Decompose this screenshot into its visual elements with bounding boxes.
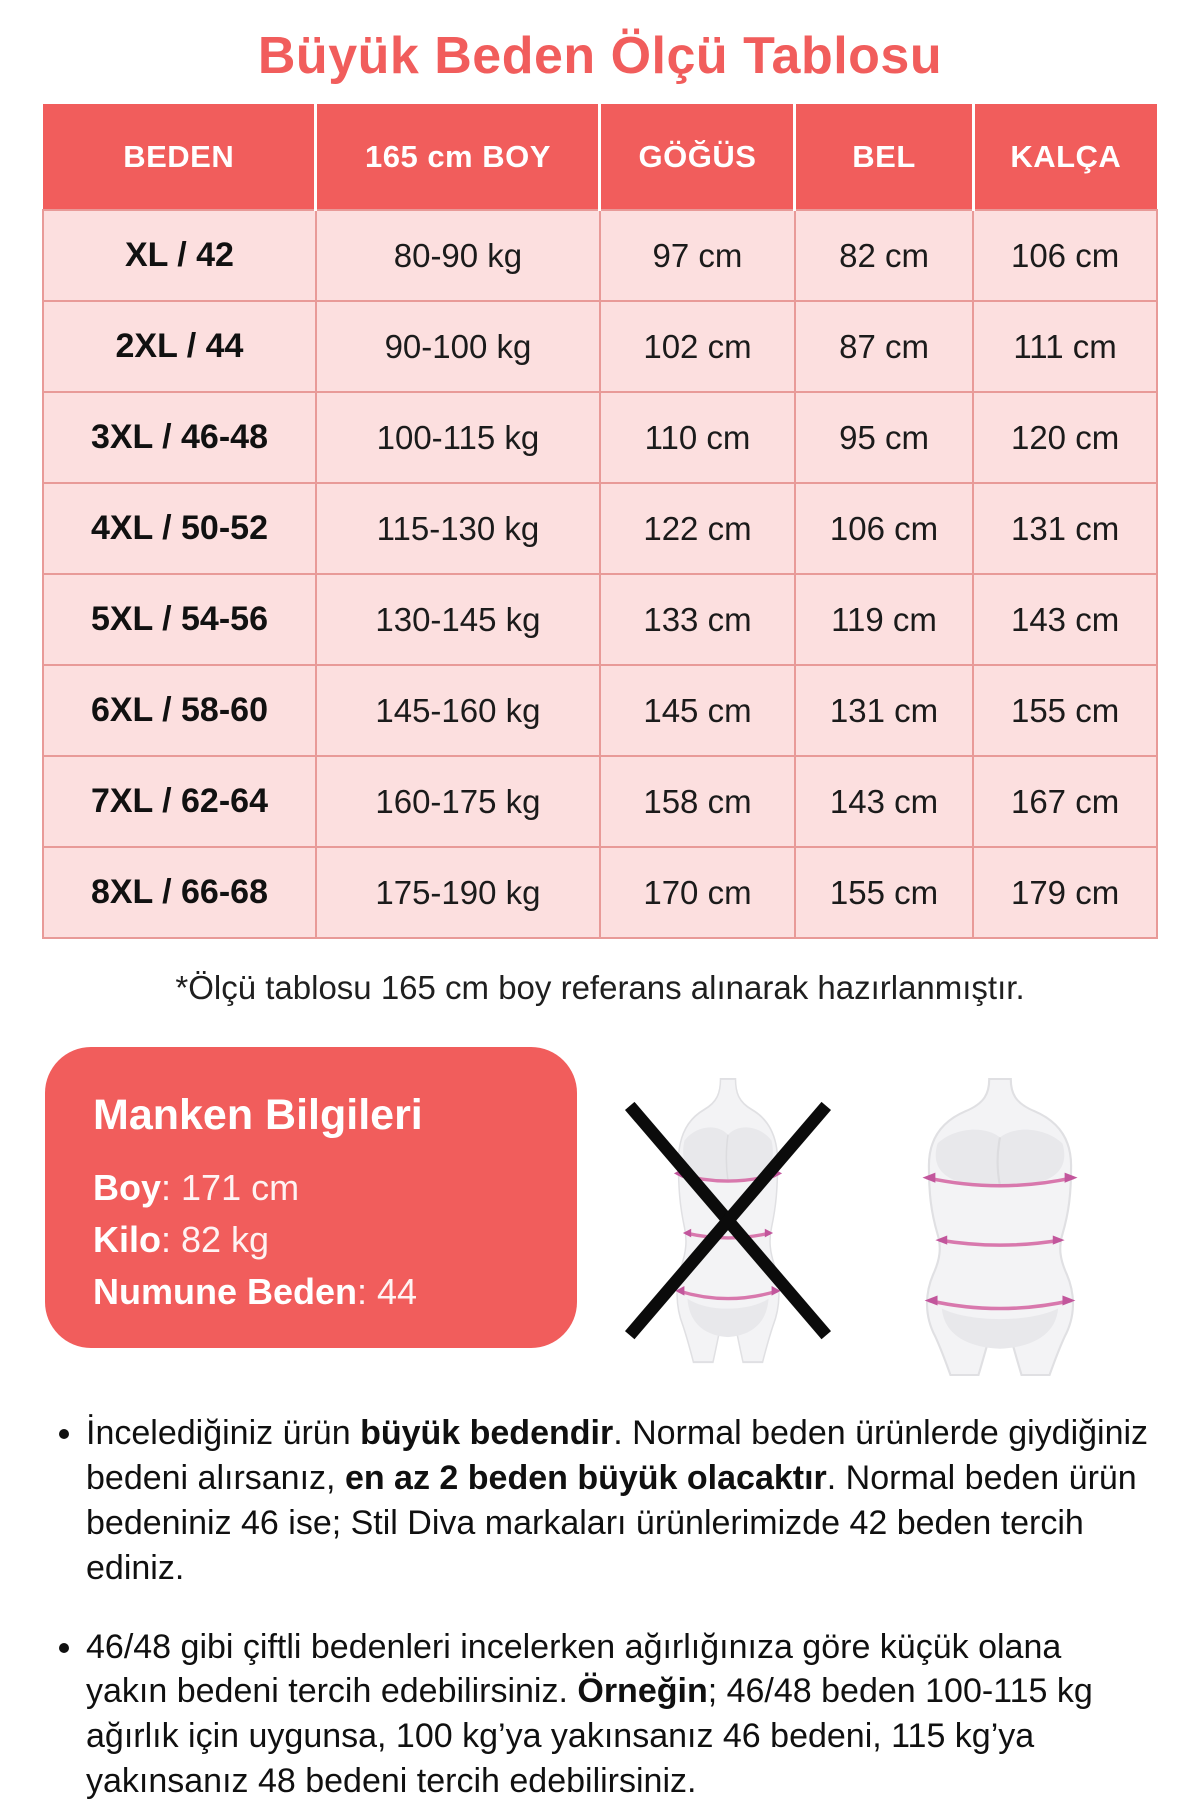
table-row [43, 847, 1157, 938]
measure-cell: 158 cm [600, 756, 795, 847]
model-info-title: Manken Bilgileri [93, 1091, 535, 1140]
measure-cell: 131 cm [973, 483, 1157, 574]
size-table [42, 104, 1158, 939]
table-body [43, 210, 1157, 938]
header-cell: BEL [795, 104, 973, 210]
measure-cell: 106 cm [973, 210, 1157, 301]
measure-cell: 179 cm [973, 847, 1157, 938]
measure-cell: 167 cm [973, 756, 1157, 847]
measure-cell: 119 cm [795, 574, 973, 665]
measure-cell: 102 cm [600, 301, 795, 392]
measure-cell: 130-145 kg [316, 574, 600, 665]
size-cell: 6XL / 58-60 [43, 665, 316, 756]
measure-cell: 175-190 kg [316, 847, 600, 938]
size-cell: 4XL / 50-52 [43, 483, 316, 574]
measure-cell: 155 cm [795, 847, 973, 938]
table-row [43, 392, 1157, 483]
measure-cell: 145-160 kg [316, 665, 600, 756]
measure-cell: 155 cm [973, 665, 1157, 756]
model-info-row [93, 1162, 535, 1214]
measure-cell: 80-90 kg [316, 210, 600, 301]
measure-cell: 90-100 kg [316, 301, 600, 392]
slim-body-icon [622, 1077, 834, 1366]
measure-cell: 143 cm [973, 574, 1157, 665]
page-title: Büyük Beden Ölçü Tablosu [0, 0, 1200, 86]
measurement-figures [577, 1047, 1155, 1379]
table-row [43, 301, 1157, 392]
model-info-value: : 44 [357, 1271, 417, 1312]
measure-cell: 133 cm [600, 574, 795, 665]
notes-section [40, 1411, 1150, 1804]
size-cell: 3XL / 46-48 [43, 392, 316, 483]
table-row [43, 756, 1157, 847]
header-cell: BEDEN [43, 104, 316, 210]
size-cell: 8XL / 66-68 [43, 847, 316, 938]
model-info-label: Kilo [93, 1219, 161, 1260]
measure-cell: 106 cm [795, 483, 973, 574]
measure-cell: 160-175 kg [316, 756, 600, 847]
size-cell: 5XL / 54-56 [43, 574, 316, 665]
model-info-section [45, 1047, 1155, 1379]
model-info-value: : 171 cm [161, 1167, 299, 1208]
measure-cell: 131 cm [795, 665, 973, 756]
table-header-row [43, 104, 1157, 210]
measure-cell: 87 cm [795, 301, 973, 392]
note-item: • 46/48 gibi çiftli bedenleri incelerken ağırlığınıza göre küçük olana yakın bedeni tercih edebilirsiniz. Örneğin; 46/48 beden 100-115 kg ağırlık için uygunsa, 100 kg’ya yakınsanız 46 bedeni, 115 kg’ya yakınsanız 48 bedeni tercih edebilirsiniz. [86, 1625, 1150, 1804]
measure-cell: 115-130 kg [316, 483, 600, 574]
measure-cell: 111 cm [973, 301, 1157, 392]
model-info-label: Numune Beden [93, 1271, 357, 1312]
measure-cell: 120 cm [973, 392, 1157, 483]
measure-cell: 100-115 kg [316, 392, 600, 483]
measure-cell: 145 cm [600, 665, 795, 756]
plus-body-figure [889, 1077, 1111, 1379]
plus-body-icon [889, 1077, 1111, 1379]
header-cell: GÖĞÜS [600, 104, 795, 210]
model-info-label: Boy [93, 1167, 161, 1208]
model-info-rows [87, 1162, 535, 1318]
size-cell: XL / 42 [43, 210, 316, 301]
measure-cell: 110 cm [600, 392, 795, 483]
size-cell: 2XL / 44 [43, 301, 316, 392]
table-row [43, 210, 1157, 301]
model-info-row [93, 1266, 535, 1318]
table-row [43, 665, 1157, 756]
notes-list [40, 1411, 1150, 1804]
model-info-row [93, 1214, 535, 1266]
table-row [43, 483, 1157, 574]
table-row [43, 574, 1157, 665]
model-info-card [45, 1047, 577, 1348]
measure-cell: 97 cm [600, 210, 795, 301]
measure-cell: 82 cm [795, 210, 973, 301]
measure-cell: 170 cm [600, 847, 795, 938]
measure-cell: 95 cm [795, 392, 973, 483]
header-cell: KALÇA [973, 104, 1157, 210]
header-cell: 165 cm BOY [316, 104, 600, 210]
size-cell: 7XL / 62-64 [43, 756, 316, 847]
measure-cell: 143 cm [795, 756, 973, 847]
model-info-value: : 82 kg [161, 1219, 269, 1260]
measure-cell: 122 cm [600, 483, 795, 574]
slim-body-figure [622, 1077, 834, 1379]
table-footnote: *Ölçü tablosu 165 cm boy referans alınarak hazırlanmıştır. [0, 969, 1200, 1007]
note-item: • İncelediğiniz ürün büyük bedendir. Normal beden ürünlerde giydiğiniz bedeni alırsanız, en az 2 beden büyük olacaktır. Normal beden ürün bedeniniz 46 ise; Stil Diva markaları ürünlerimizde 42 beden tercih ediniz. [86, 1411, 1150, 1591]
